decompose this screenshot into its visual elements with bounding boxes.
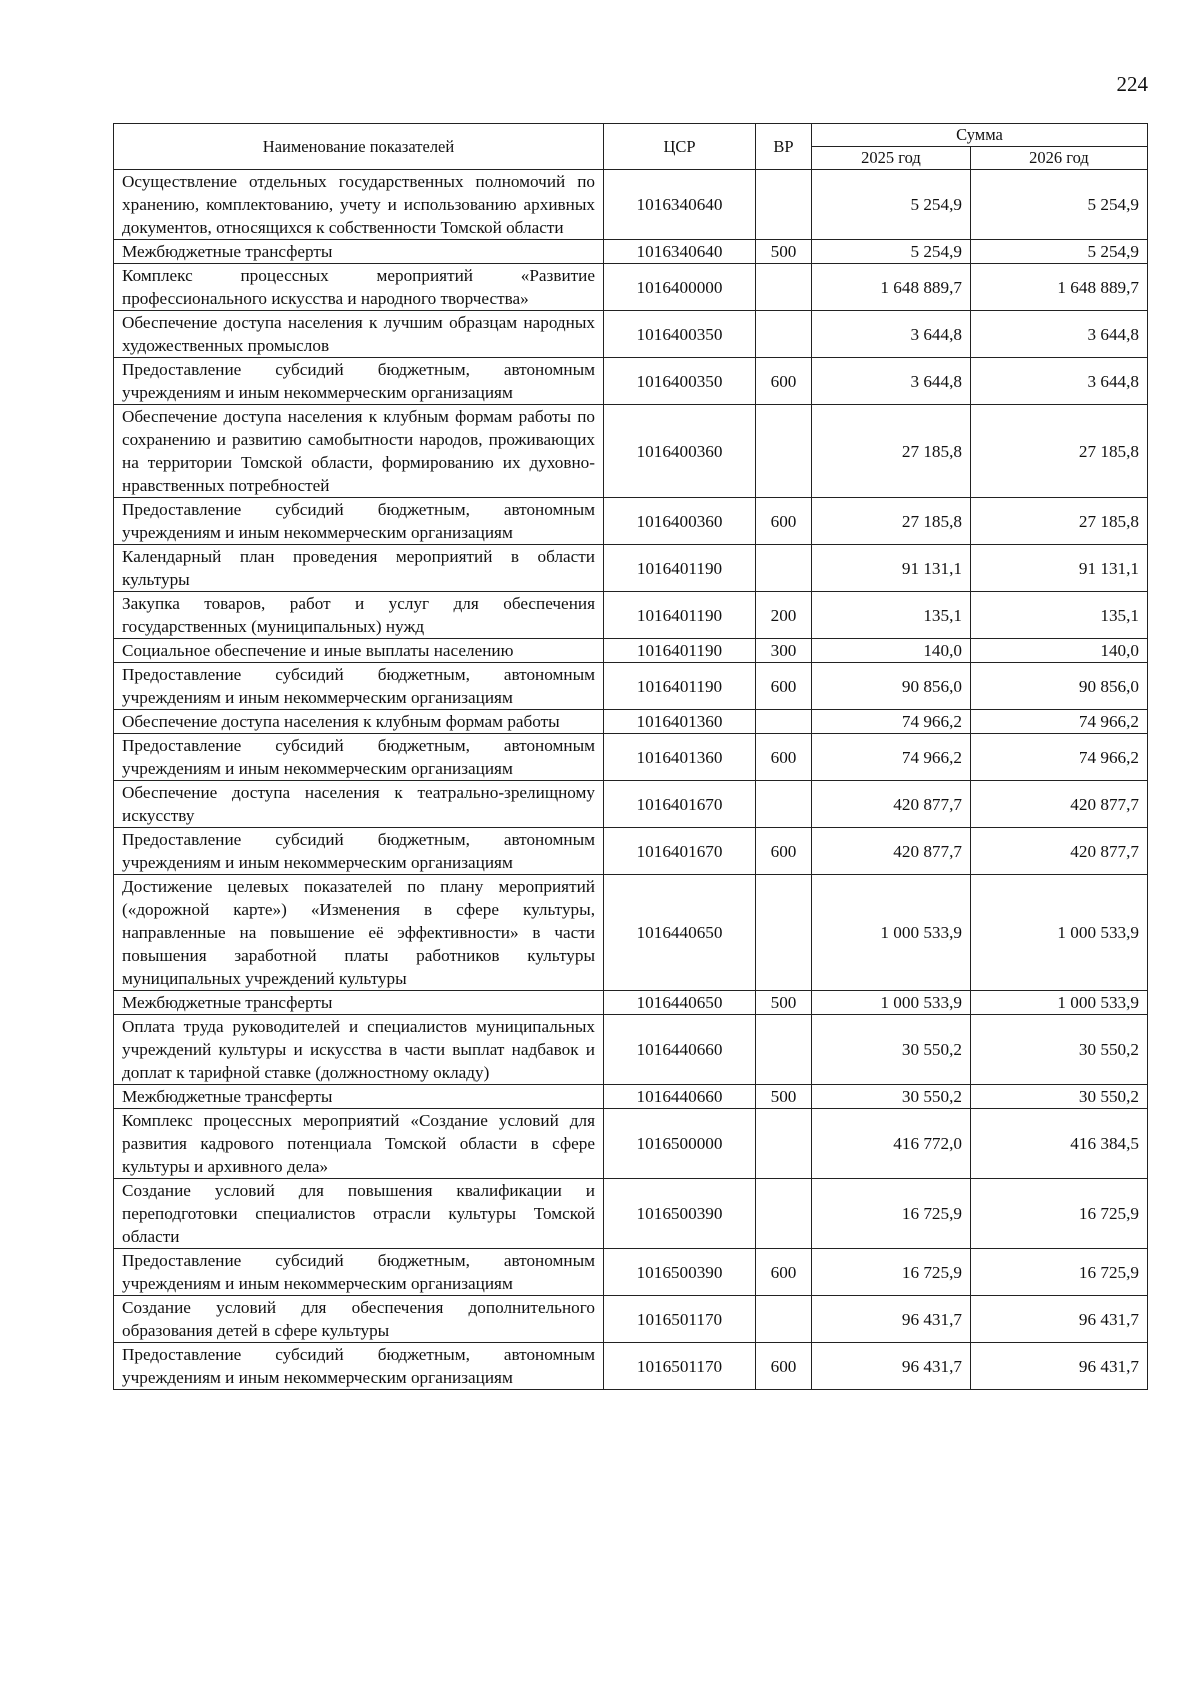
row-vr-code [756, 170, 812, 240]
row-vr-code [756, 1179, 812, 1249]
table-row [114, 1015, 1148, 1085]
row-csr-code: 1016440650 [604, 991, 756, 1015]
row-name: Межбюджетные трансферты [114, 240, 604, 264]
row-vr-code: 500 [756, 1085, 812, 1109]
table-row [114, 545, 1148, 592]
table-row [114, 1343, 1148, 1390]
row-amount-2025: 91 131,1 [812, 545, 971, 592]
row-vr-code: 600 [756, 1249, 812, 1296]
header-csr: ЦСР [604, 124, 756, 170]
row-amount-2025: 5 254,9 [812, 240, 971, 264]
row-amount-2025: 74 966,2 [812, 710, 971, 734]
row-amount-2025: 5 254,9 [812, 170, 971, 240]
header-name: Наименование показателей [114, 124, 604, 170]
row-amount-2026: 16 725,9 [971, 1249, 1148, 1296]
row-vr-code: 600 [756, 1343, 812, 1390]
row-csr-code: 1016501170 [604, 1343, 756, 1390]
header-year-2025: 2025 год [812, 147, 971, 170]
row-amount-2026: 135,1 [971, 592, 1148, 639]
row-vr-code [756, 311, 812, 358]
header-year-2026: 2026 год [971, 147, 1148, 170]
row-amount-2026: 416 384,5 [971, 1109, 1148, 1179]
table-row [114, 991, 1148, 1015]
table-row [114, 1109, 1148, 1179]
row-name: Обеспечение доступа населения к лучшим образцам народных художественных промыслов [114, 311, 604, 358]
row-name: Предоставление субсидий бюджетным, автономным учреждениям и иным некоммерческим организациям [114, 828, 604, 875]
row-amount-2025: 420 877,7 [812, 828, 971, 875]
row-amount-2026: 3 644,8 [971, 358, 1148, 405]
row-amount-2025: 74 966,2 [812, 734, 971, 781]
row-amount-2026: 30 550,2 [971, 1015, 1148, 1085]
row-amount-2026: 96 431,7 [971, 1343, 1148, 1390]
table-row [114, 592, 1148, 639]
row-csr-code: 1016401360 [604, 734, 756, 781]
row-name: Календарный план проведения мероприятий в области культуры [114, 545, 604, 592]
row-amount-2025: 1 000 533,9 [812, 875, 971, 991]
row-csr-code: 1016340640 [604, 240, 756, 264]
row-vr-code: 600 [756, 358, 812, 405]
table-row [114, 1296, 1148, 1343]
row-amount-2025: 140,0 [812, 639, 971, 663]
row-amount-2026: 3 644,8 [971, 311, 1148, 358]
row-amount-2025: 3 644,8 [812, 311, 971, 358]
table-row [114, 240, 1148, 264]
row-csr-code: 1016501170 [604, 1296, 756, 1343]
row-amount-2026: 420 877,7 [971, 781, 1148, 828]
row-amount-2025: 30 550,2 [812, 1085, 971, 1109]
row-csr-code: 1016500390 [604, 1179, 756, 1249]
row-amount-2025: 420 877,7 [812, 781, 971, 828]
row-amount-2025: 3 644,8 [812, 358, 971, 405]
row-csr-code: 1016440660 [604, 1085, 756, 1109]
row-amount-2026: 140,0 [971, 639, 1148, 663]
table-row [114, 170, 1148, 240]
row-csr-code: 1016500000 [604, 1109, 756, 1179]
row-name: Осуществление отдельных государственных полномочий по хранению, комплектованию, учету и использованию архивных документов, относящихся к собственности Томской области [114, 170, 604, 240]
row-amount-2025: 135,1 [812, 592, 971, 639]
row-csr-code: 1016400360 [604, 498, 756, 545]
row-vr-code: 600 [756, 663, 812, 710]
row-csr-code: 1016401670 [604, 781, 756, 828]
row-amount-2026: 1 648 889,7 [971, 264, 1148, 311]
row-name: Межбюджетные трансферты [114, 991, 604, 1015]
table-row [114, 1179, 1148, 1249]
row-vr-code [756, 405, 812, 498]
row-csr-code: 1016500390 [604, 1249, 756, 1296]
row-amount-2026: 30 550,2 [971, 1085, 1148, 1109]
row-name: Создание условий для повышения квалификации и переподготовки специалистов отрасли культуры Томской области [114, 1179, 604, 1249]
row-name: Комплекс процессных мероприятий «Развитие профессионального искусства и народного творчества» [114, 264, 604, 311]
row-name: Предоставление субсидий бюджетным, автономным учреждениям и иным некоммерческим организациям [114, 358, 604, 405]
budget-table [113, 123, 1148, 1390]
table-row [114, 1085, 1148, 1109]
table-header [114, 124, 1148, 170]
row-vr-code [756, 781, 812, 828]
row-vr-code [756, 545, 812, 592]
row-name: Предоставление субсидий бюджетным, автономным учреждениям и иным некоммерческим организациям [114, 734, 604, 781]
row-amount-2026: 74 966,2 [971, 734, 1148, 781]
row-csr-code: 1016400000 [604, 264, 756, 311]
row-csr-code: 1016401190 [604, 545, 756, 592]
row-vr-code [756, 875, 812, 991]
row-csr-code: 1016400350 [604, 311, 756, 358]
table-row [114, 498, 1148, 545]
row-name: Обеспечение доступа населения к клубным формам работы по сохранению и развитию самобытности народов, проживающих на территории Томской области, формированию их духовно-нравственных потребностей [114, 405, 604, 498]
row-amount-2026: 74 966,2 [971, 710, 1148, 734]
row-vr-code: 500 [756, 991, 812, 1015]
row-amount-2025: 90 856,0 [812, 663, 971, 710]
row-vr-code [756, 1296, 812, 1343]
table-row [114, 358, 1148, 405]
row-amount-2026: 16 725,9 [971, 1179, 1148, 1249]
row-amount-2026: 27 185,8 [971, 405, 1148, 498]
row-vr-code: 300 [756, 639, 812, 663]
row-csr-code: 1016401360 [604, 710, 756, 734]
row-vr-code: 600 [756, 734, 812, 781]
row-vr-code: 200 [756, 592, 812, 639]
row-name: Предоставление субсидий бюджетным, автономным учреждениям и иным некоммерческим организациям [114, 1249, 604, 1296]
row-csr-code: 1016401670 [604, 828, 756, 875]
row-name: Обеспечение доступа населения к театрально-зрелищному искусству [114, 781, 604, 828]
row-amount-2025: 96 431,7 [812, 1296, 971, 1343]
row-vr-code [756, 1109, 812, 1179]
row-name: Закупка товаров, работ и услуг для обеспечения государственных (муниципальных) нужд [114, 592, 604, 639]
row-amount-2026: 420 877,7 [971, 828, 1148, 875]
row-name: Социальное обеспечение и иные выплаты населению [114, 639, 604, 663]
row-vr-code [756, 264, 812, 311]
table-row [114, 311, 1148, 358]
header-vr: ВР [756, 124, 812, 170]
row-name: Предоставление субсидий бюджетным, автономным учреждениям и иным некоммерческим организациям [114, 1343, 604, 1390]
row-name: Межбюджетные трансферты [114, 1085, 604, 1109]
row-amount-2026: 90 856,0 [971, 663, 1148, 710]
table-row [114, 875, 1148, 991]
row-csr-code: 1016401190 [604, 592, 756, 639]
row-amount-2025: 30 550,2 [812, 1015, 971, 1085]
row-csr-code: 1016400360 [604, 405, 756, 498]
row-amount-2025: 416 772,0 [812, 1109, 971, 1179]
row-amount-2026: 1 000 533,9 [971, 991, 1148, 1015]
row-amount-2026: 5 254,9 [971, 170, 1148, 240]
row-amount-2026: 96 431,7 [971, 1296, 1148, 1343]
row-amount-2025: 16 725,9 [812, 1179, 971, 1249]
row-name: Предоставление субсидий бюджетным, автономным учреждениям и иным некоммерческим организациям [114, 663, 604, 710]
row-vr-code: 600 [756, 498, 812, 545]
row-csr-code: 1016340640 [604, 170, 756, 240]
header-sum: Сумма [812, 124, 1148, 147]
row-vr-code: 600 [756, 828, 812, 875]
row-vr-code [756, 710, 812, 734]
row-amount-2025: 1 648 889,7 [812, 264, 971, 311]
row-name: Предоставление субсидий бюджетным, автономным учреждениям и иным некоммерческим организациям [114, 498, 604, 545]
table-row [114, 710, 1148, 734]
row-csr-code: 1016400350 [604, 358, 756, 405]
row-amount-2025: 27 185,8 [812, 405, 971, 498]
row-vr-code: 500 [756, 240, 812, 264]
table-row [114, 639, 1148, 663]
row-name: Обеспечение доступа населения к клубным формам работы [114, 710, 604, 734]
table-row [114, 828, 1148, 875]
row-amount-2026: 1 000 533,9 [971, 875, 1148, 991]
row-amount-2026: 27 185,8 [971, 498, 1148, 545]
table-row [114, 781, 1148, 828]
row-csr-code: 1016401190 [604, 639, 756, 663]
row-csr-code: 1016401190 [604, 663, 756, 710]
table-row [114, 264, 1148, 311]
row-amount-2025: 27 185,8 [812, 498, 971, 545]
row-vr-code [756, 1015, 812, 1085]
row-amount-2025: 16 725,9 [812, 1249, 971, 1296]
page-number: 224 [1116, 72, 1148, 96]
row-name: Создание условий для обеспечения дополнительного образования детей в сфере культуры [114, 1296, 604, 1343]
table-body [114, 170, 1148, 1390]
row-amount-2026: 91 131,1 [971, 545, 1148, 592]
row-name: Достижение целевых показателей по плану мероприятий («дорожной карте») «Изменения в сфере культуры, направленные на повышение её эффективности» в части повышения заработной платы работников культуры муниципальных учреждений культуры [114, 875, 604, 991]
row-amount-2026: 5 254,9 [971, 240, 1148, 264]
row-csr-code: 1016440650 [604, 875, 756, 991]
table-row [114, 1249, 1148, 1296]
table-row [114, 663, 1148, 710]
row-name: Комплекс процессных мероприятий «Создание условий для развития кадрового потенциала Томской области в сфере культуры и архивного дела» [114, 1109, 604, 1179]
row-amount-2025: 96 431,7 [812, 1343, 971, 1390]
table-row [114, 734, 1148, 781]
row-name: Оплата труда руководителей и специалистов муниципальных учреждений культуры и искусства в части выплат надбавок и доплат к тарифной ставке (должностному окладу) [114, 1015, 604, 1085]
table-row [114, 405, 1148, 498]
row-amount-2025: 1 000 533,9 [812, 991, 971, 1015]
row-csr-code: 1016440660 [604, 1015, 756, 1085]
